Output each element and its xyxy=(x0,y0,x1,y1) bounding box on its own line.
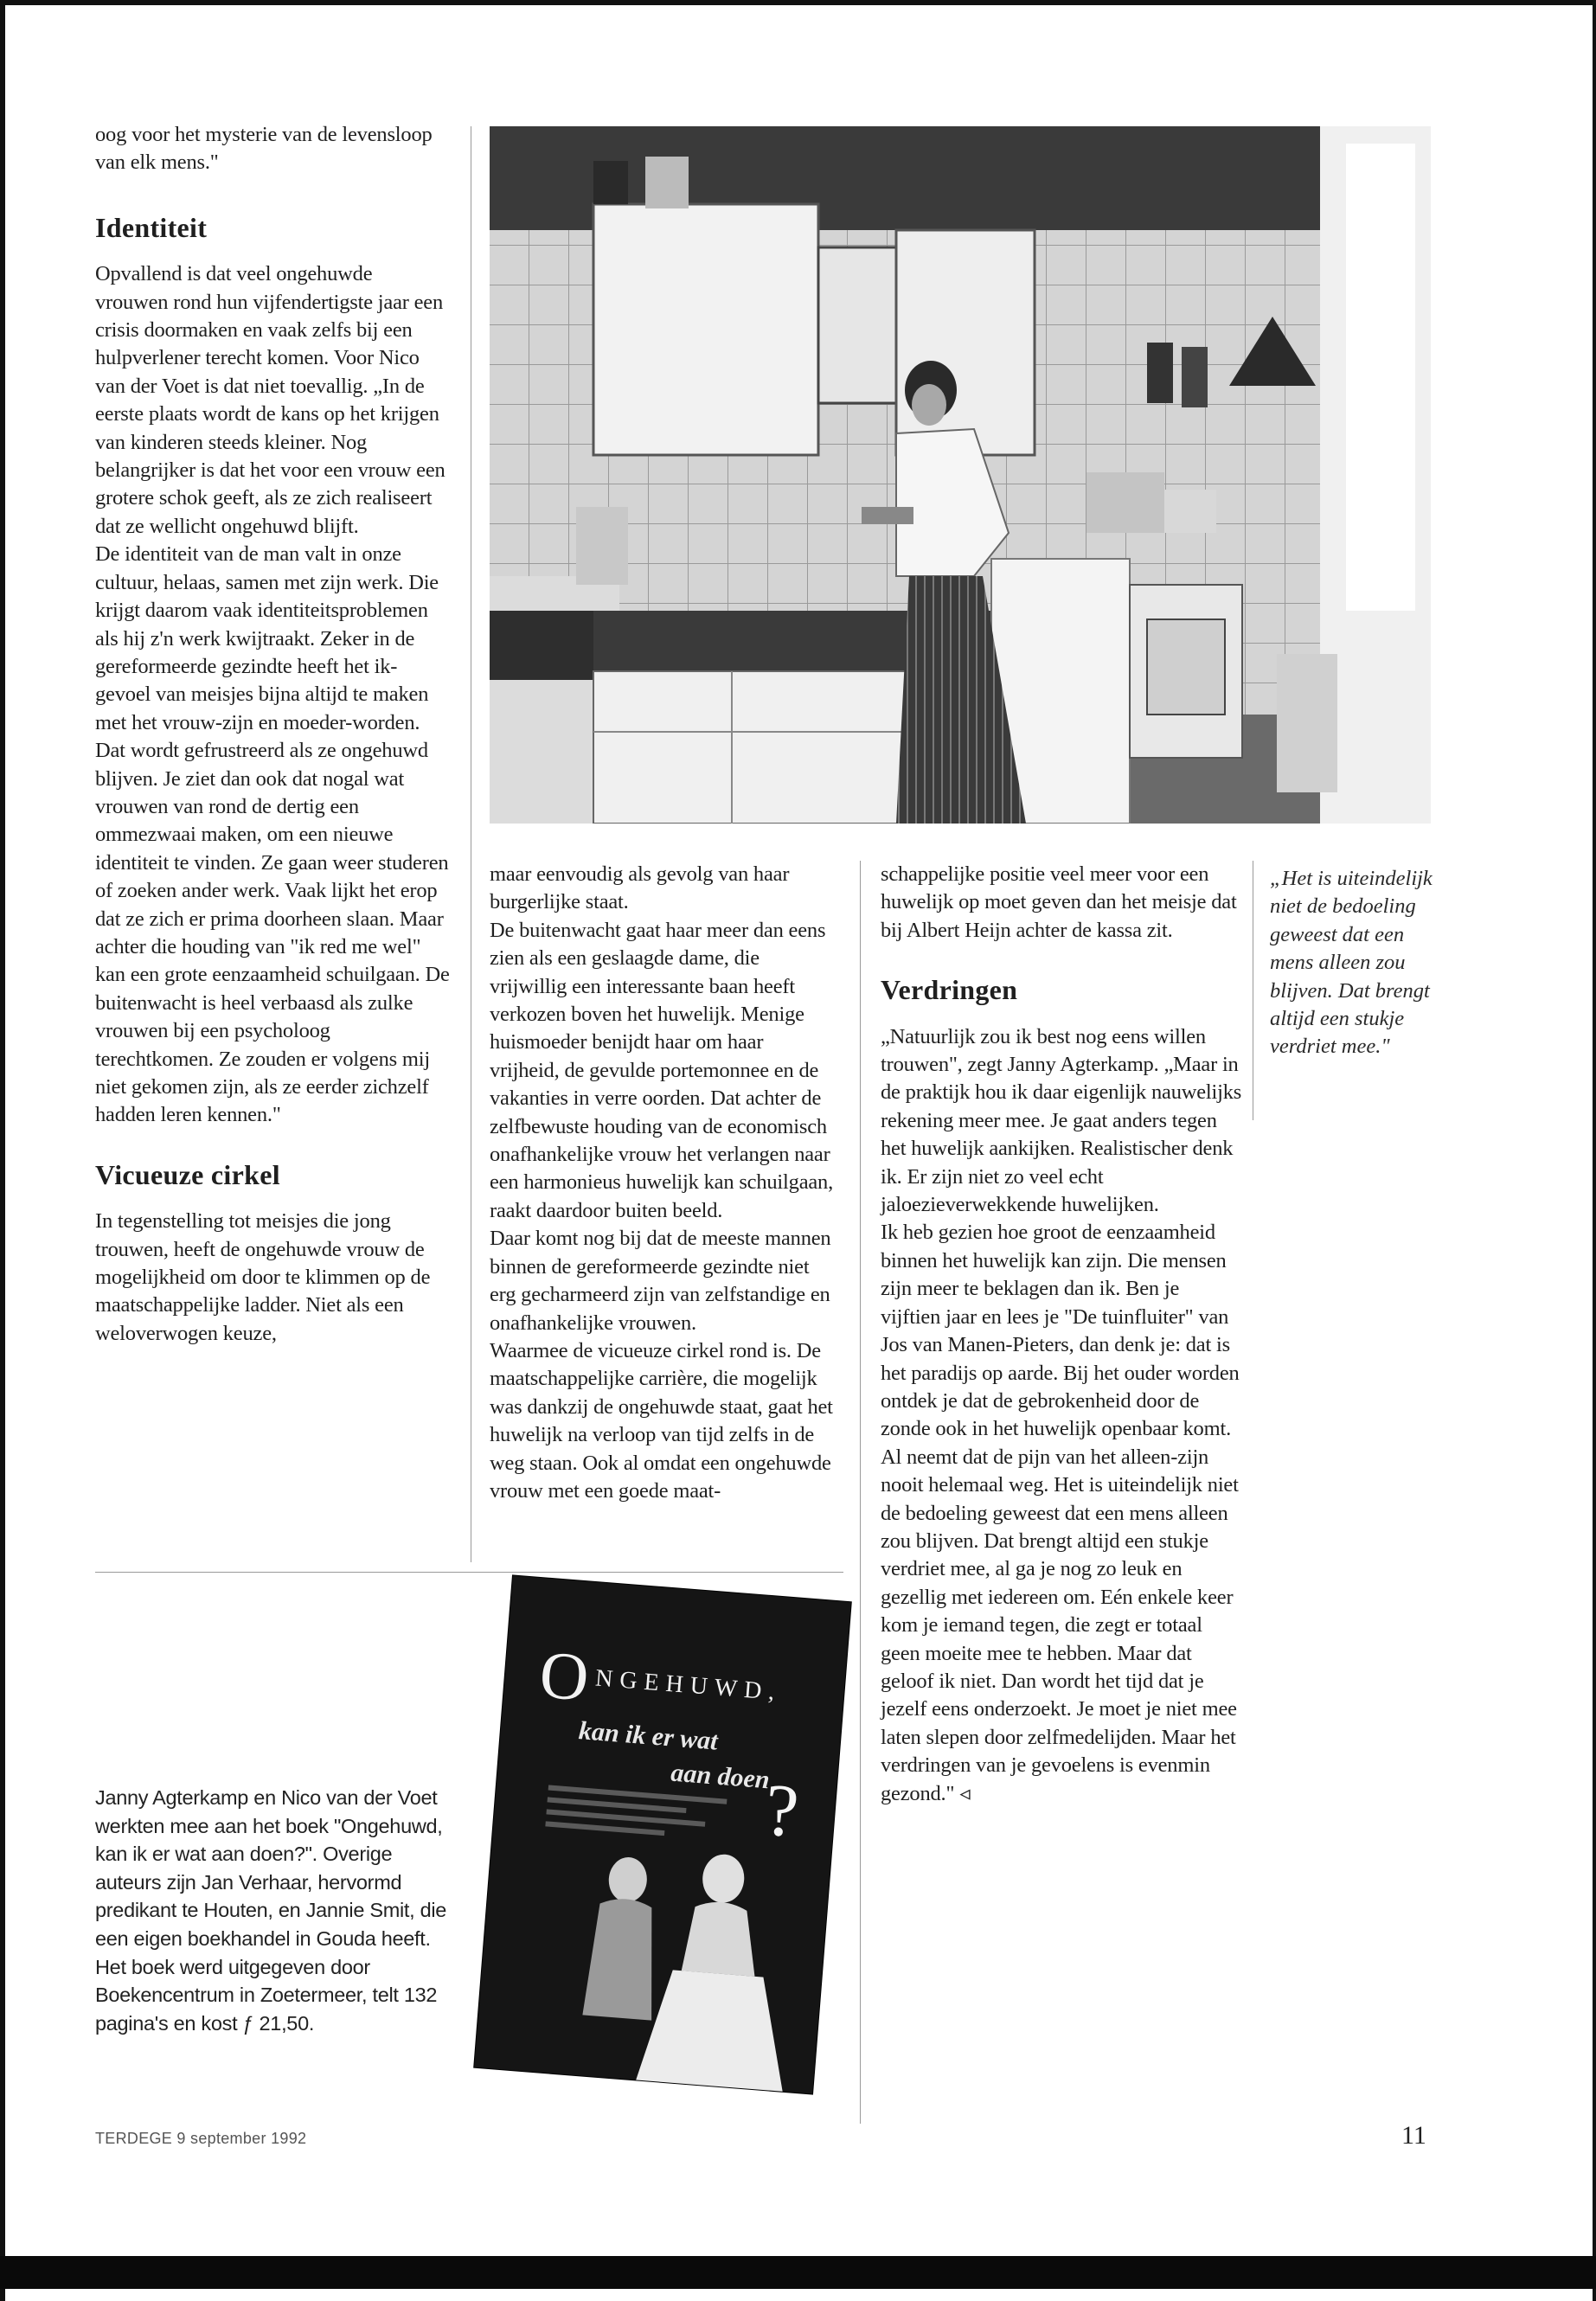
paragraph: Ik heb gezien hoe groot de eenzaamheid binnen het huwelijk kan zijn. Die mensen zijn meer te beklagen dan ik. Ben je vijftien jaar en lees je "De tuinfluiter" van Jos van Manen-Pieters, dan denk je: dat is het paradijs op aarde. Bij het ouder worden ontdek je dat de gebrokenheid door de zonde ook in het huwelijk openbaar komt. Al neemt dat de pijn van het alleen-zijn nooit helemaal weg. Het is uiteindelijk niet de bedoeling geweest dat een mens alleen zou blijven. Dat brengt altijd een stukje verdriet mee, al ga je nog zo leuk en gezellig met iedereen om. Eén enkele keer kom je iemand tegen, die zegt er totaal geen moeite mee te hebben. Maar dat geloof ik niet. Dan wordt het tijd dat je jezelf eens onderzoekt. Je moet je niet mee laten slepen door zelfmedelijden. Maar het verdringen van je gevoelens is evenmin gezond." ◃ xyxy=(881,1221,1240,1805)
page-border-top xyxy=(0,0,1596,5)
book-subtitle-2: aan doen xyxy=(670,1758,771,1795)
article-column-3 xyxy=(881,861,1244,1808)
heading-identiteit: Identiteit xyxy=(95,211,208,243)
column-rule xyxy=(860,861,861,2124)
paragraph: Opvallend is dat veel ongehuwde vrouwen rond hun vijfendertigste jaar een crisis doormaken en vaak zelfs bij een hulpverlener terecht komen. Voor Nico van der Voet is dat niet toevallig. „In de eerste plaats wordt de kans op het krijgen van kinderen steeds kleiner. Nog belangrijker is dat het voor een vrouw een grotere schok geeft, als ze zich realiseert dat ze wellicht ongehuwd blijft. xyxy=(95,262,445,538)
book-question-mark: ? xyxy=(761,1767,802,1854)
article-column-1 xyxy=(95,121,450,1348)
book-title-initial: O xyxy=(536,1636,599,1716)
intro-paragraph: oog voor het mysterie van de levensloop van elk mens." xyxy=(95,123,433,175)
paragraph: De buitenwacht gaat haar meer dan eens zien als een geslaagde dame, die vrijwillig een interessante baan heeft verkozen boven het huwelijk. Menige huismoeder benijdt haar om haar vrijheid, de gevulde portemonnee en de vakanties in verre oorden. Dat achter de zelfbewuste houding van de economisch onafhankelijke vrouw het verlangen naar een harmonieus huwelijk kan schuilgaan, raakt daardoor buiten beeld. xyxy=(490,918,834,1222)
page-border-right xyxy=(1593,0,1596,2301)
kitchen-photo xyxy=(490,126,1431,824)
paragraph: schappelijke positie veel meer voor een huwelijk op moet geven dan het meisje dat bij Albert Heijn achter de kassa zit. xyxy=(881,862,1237,942)
paragraph: In tegenstelling tot meisjes die jong trouwen, heeft de ongehuwde vrouw de mogelijkheid om door te klimmen op de maatschappelijke ladder. Niet als een weloverwogen keuze, xyxy=(95,1209,431,1345)
page-number: 11 xyxy=(1401,2121,1426,2150)
article-column-2 xyxy=(490,861,836,1505)
book-cover-image xyxy=(474,1576,851,2094)
paragraph: maar eenvoudig als gevolg van haar burgerlijke staat. xyxy=(490,862,790,914)
book-subtitle-1: kan ik er wat xyxy=(577,1716,719,1756)
heading-verdringen: Verdringen xyxy=(881,974,1018,1006)
heading-vicueuze-cirkel: Vicueuze cirkel xyxy=(95,1158,280,1190)
paragraph: De identiteit van de man valt in onze cultuur, helaas, samen met zijn werk. Die krijgt daarom vaak identiteitsproblemen als hij z'n werk kwijtraakt. Zeker in de gereformeerde gezindte heeft het ik-gevoel van meisjes bijna altijd te maken met het vrouw-zijn en moeder-worden. Dat wordt gefrustreerd als ze ongehuwd blijven. Je ziet dan ook dat nogal wat vrouwen van rond de dertig een ommezwaai maken, om een nieuwe identiteit te vinden. Ze gaan weer studeren of zoeken ander werk. Vaak lijkt het erop dat ze zich er prima doorheen slaan. Maar achter die houding van "ik red me wel" kan een grote eenzaamheid schuilgaan. De buitenwacht is heel verbaasd als zulke vrouwen bij een psycholoog terechtkomen. Ze zouden er volgens mij niet gekomen zijn, als ze eerder zichzelf hadden leren kennen." xyxy=(95,542,450,1127)
footer-publication: TERDEGE 9 september 1992 xyxy=(95,2130,307,2147)
caption-divider xyxy=(95,1572,843,1573)
book-caption: Janny Agterkamp en Nico van der Voet werkten mee aan het boek "Ongehuwd, kan ik er wat aan doen?". Overige auteurs zijn Jan Verhaar, hervormd predikant te Houten, en Jannie Smit, die een eigen boekhandel in Gouda heeft. Het boek werd uitgegeven door Boekencentrum in Zoetermeer, telt 132 pagina's en kost ƒ 21,50. xyxy=(95,1786,447,2035)
paragraph: „Natuurlijk zou ik best nog eens willen trouwen", zegt Janny Agterkamp. „Maar in de praktijk hou ik daar eigenlijk nauwelijks rekening meer mee. Je gaat anders tegen het huwelijk aankijken. Realistischer denk ik. Er zijn niet zo veel echt jaloezieverwekkende huwelijken. xyxy=(881,1024,1242,1217)
page-border-left xyxy=(0,0,5,2301)
pull-quote: „Het is uiteindelijk niet de bedoeling geweest dat een mens alleen zou blijven. Dat brengt altijd een stukje verdriet mee." xyxy=(1270,867,1433,1059)
bottom-scan-bar xyxy=(0,2256,1596,2289)
book-title-rest: NGEHUWD, xyxy=(594,1664,783,1707)
paragraph: Daar komt nog bij dat de meeste mannen binnen de gereformeerde gezindte niet erg gecharmeerd zijn van zelfstandige en onafhankelijke vrouwen. xyxy=(490,1227,831,1335)
paragraph: Waarmee de vicueuze cirkel rond is. De maatschappelijke carrière, die mogelijk was dankzij de ongehuwde staat, gaat het huwelijk na verloop van tijd zelfs in de weg staan. Ook al omdat een ongehuwde vrouw met een goede maat- xyxy=(490,1338,833,1503)
book-title xyxy=(537,1635,785,1732)
book-cover-figures xyxy=(551,1841,811,2094)
